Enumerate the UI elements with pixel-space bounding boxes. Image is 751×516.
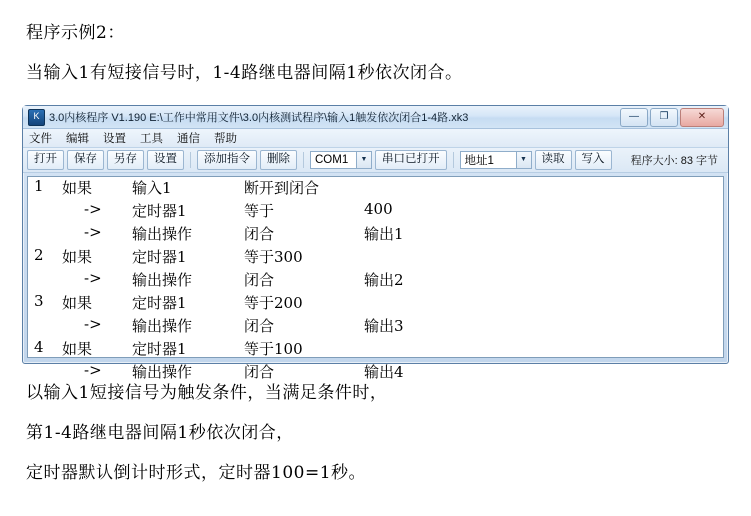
row-col1: 定时器1 bbox=[132, 340, 187, 358]
close-button[interactable]: ✕ bbox=[680, 108, 724, 127]
com-port-select[interactable] bbox=[310, 151, 372, 169]
toolbar bbox=[23, 148, 728, 173]
row-keyword: -> bbox=[84, 269, 102, 287]
table-row[interactable] bbox=[28, 292, 723, 315]
chevron-down-icon[interactable]: ▼ bbox=[516, 152, 531, 168]
device-address-select[interactable] bbox=[460, 151, 532, 169]
app-icon: K bbox=[28, 109, 45, 126]
delete-button[interactable]: 删除 bbox=[260, 150, 297, 170]
program-listing[interactable] bbox=[27, 176, 724, 381]
com-port-value: COM1 bbox=[315, 154, 349, 166]
row-col2: 闭合 bbox=[244, 225, 275, 243]
row-col2: 闭合 bbox=[244, 363, 275, 381]
table-row[interactable] bbox=[28, 177, 723, 200]
row-keyword: -> bbox=[84, 223, 102, 241]
table-row[interactable] bbox=[28, 315, 723, 338]
row-col2: 等于200 bbox=[244, 294, 303, 312]
row-col1: 输入1 bbox=[132, 179, 172, 197]
menu-item-help[interactable]: 帮助 bbox=[214, 133, 237, 145]
row-number: 4 bbox=[34, 338, 44, 356]
table-row[interactable] bbox=[28, 200, 723, 223]
footer-line-2: 第1-4路继电器间隔1秒依次闭合， bbox=[26, 423, 294, 443]
add-instruction-button[interactable]: 添加指令 bbox=[197, 150, 257, 170]
footer-line-1: 以输入1短接信号为触发条件，当满足条件时， bbox=[26, 383, 388, 403]
row-keyword: -> bbox=[84, 200, 102, 218]
row-keyword: 如果 bbox=[62, 179, 93, 197]
footer-line-3: 定时器默认倒计时形式，定时器100=1秒。 bbox=[26, 463, 367, 483]
row-col1: 输出操作 bbox=[132, 317, 193, 335]
menu-bar bbox=[23, 129, 728, 148]
row-number: 3 bbox=[34, 292, 44, 310]
row-col1: 定时器1 bbox=[132, 248, 187, 266]
row-col1: 定时器1 bbox=[132, 294, 187, 312]
read-button[interactable]: 读取 bbox=[535, 150, 572, 170]
save-button[interactable]: 保存 bbox=[67, 150, 104, 170]
row-keyword: -> bbox=[84, 315, 102, 333]
row-number: 2 bbox=[34, 246, 44, 264]
write-button[interactable]: 写入 bbox=[575, 150, 612, 170]
toolbar-separator-3 bbox=[453, 152, 454, 168]
row-col1: 输出操作 bbox=[132, 225, 193, 243]
row-col3: 输出4 bbox=[364, 363, 404, 381]
row-col1: 输出操作 bbox=[132, 271, 193, 289]
row-number: 1 bbox=[34, 177, 44, 195]
row-col2: 闭合 bbox=[244, 271, 275, 289]
page-subtitle: 当输入1有短接信号时，1-4路继电器间隔1秒依次闭合。 bbox=[26, 63, 463, 83]
table-row[interactable] bbox=[28, 338, 723, 361]
minimize-button[interactable]: — bbox=[620, 108, 648, 127]
menu-item-settings[interactable]: 设置 bbox=[103, 133, 126, 145]
maximize-button[interactable]: ❐ bbox=[650, 108, 678, 127]
row-col3: 400 bbox=[364, 200, 393, 218]
port-open-button[interactable]: 串口已打开 bbox=[375, 150, 447, 170]
table-row[interactable] bbox=[28, 246, 723, 269]
chevron-down-icon[interactable]: ▼ bbox=[356, 152, 371, 168]
toolbar-separator-2 bbox=[303, 152, 304, 168]
save-as-button[interactable]: 另存 bbox=[107, 150, 144, 170]
row-col2: 等于300 bbox=[244, 248, 303, 266]
row-col2: 等于 bbox=[244, 202, 275, 220]
row-col3: 输出2 bbox=[364, 271, 404, 289]
window-titlebar[interactable] bbox=[23, 106, 728, 129]
row-col3: 输出3 bbox=[364, 317, 404, 335]
table-row[interactable] bbox=[28, 269, 723, 292]
row-col1: 定时器1 bbox=[132, 202, 187, 220]
row-col1: 输出操作 bbox=[132, 363, 193, 381]
row-keyword: 如果 bbox=[62, 294, 93, 312]
application-window bbox=[22, 105, 729, 381]
page-title: 程序示例2： bbox=[26, 23, 125, 43]
row-keyword: -> bbox=[84, 361, 102, 379]
window-controls bbox=[620, 108, 724, 127]
row-col3: 输出1 bbox=[364, 225, 404, 243]
open-button[interactable]: 打开 bbox=[27, 150, 64, 170]
window-title: 3.0内核程序 V1.190 E:\工作中常用文件\3.0内核测试程序\输入1触发依次闭合1-4路.xk3 bbox=[49, 112, 469, 124]
row-keyword: 如果 bbox=[62, 248, 93, 266]
row-keyword: 如果 bbox=[62, 340, 93, 358]
device-address-value: 地址1 bbox=[464, 155, 494, 167]
table-row[interactable] bbox=[28, 223, 723, 246]
row-col2: 等于100 bbox=[244, 340, 303, 358]
row-col2: 闭合 bbox=[244, 317, 275, 335]
toolbar-separator-1 bbox=[190, 152, 191, 168]
menu-item-file[interactable]: 文件 bbox=[29, 133, 52, 145]
program-size-status: 程序大小: 83 字节 bbox=[630, 155, 718, 167]
settings-button[interactable]: 设置 bbox=[147, 150, 184, 170]
menu-item-tools[interactable]: 工具 bbox=[140, 133, 163, 145]
menu-item-communication[interactable]: 通信 bbox=[177, 133, 200, 145]
menu-item-edit[interactable]: 编辑 bbox=[66, 133, 89, 145]
row-col2: 断开到闭合 bbox=[244, 179, 320, 197]
